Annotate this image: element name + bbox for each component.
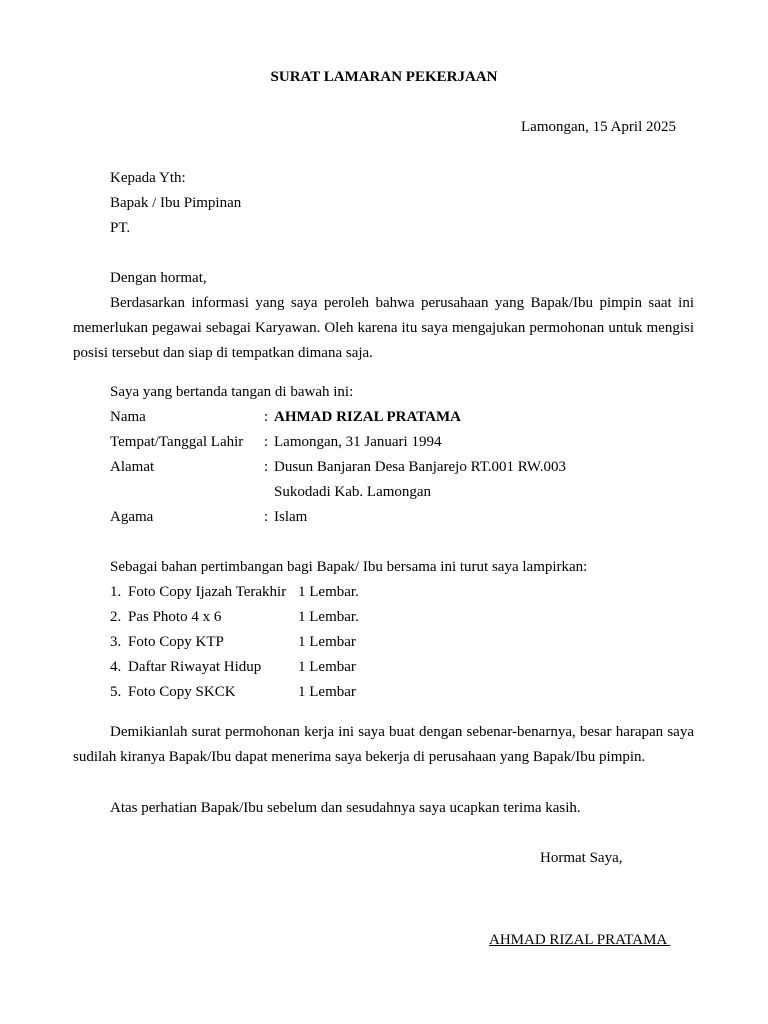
recipient-line: PT. [110,220,131,236]
identity-separator: : [264,434,269,450]
identity-row-religion [110,505,566,530]
identity-value-religion: Islam [274,509,308,525]
identity-value-birth: Lamongan, 31 Januari 1994 [274,434,442,450]
recipient-line: Kepada Yth: [110,170,186,186]
identity-label: Alamat [110,459,155,475]
salutation: Dengan hormat, [110,270,207,286]
place-date: Lamongan, 15 April 2025 [521,119,676,135]
list-number: 5. [110,684,122,700]
identity-label: Nama [110,409,146,425]
attachments-intro: Sebagai bahan pertimbangan bagi Bapak/ Ibu bersama ini turut saya lampirkan: [110,559,588,575]
closing-phrase: Hormat Saya, [540,850,623,866]
attachment-qty: 1 Lembar. [298,609,359,625]
identity-label: Tempat/Tanggal Lahir [110,434,244,450]
attachment-qty: 1 Lembar [298,659,356,675]
attachment-item: Foto Copy Ijazah Terakhir [128,584,287,600]
thanks-paragraph: Atas perhatian Bapak/Ibu sebelum dan sesudahnya saya ucapkan terima kasih. [110,800,581,816]
attachment-item: Pas Photo 4 x 6 [128,609,222,625]
letter-title: SURAT LAMARAN PEKERJAAN [270,69,498,85]
attachment-item: Foto Copy KTP [128,634,224,650]
list-item [110,680,359,705]
identity-value-address-cont: Sukodadi Kab. Lamongan [274,484,432,500]
identity-value-address: Dusun Banjaran Desa Banjarejo RT.001 RW.003 [274,459,566,475]
list-item [110,605,359,630]
attachment-item: Daftar Riwayat Hidup [128,659,262,675]
identity-value-name: AHMAD RIZAL PRATAMA [274,409,461,425]
identity-separator: : [264,459,269,475]
recipient-line: Bapak / Ibu Pimpinan [110,195,242,211]
identity-intro: Saya yang bertanda tangan di bawah ini: [110,384,354,400]
identity-row-name [110,405,566,430]
identity-table [110,405,566,530]
list-number: 2. [110,609,122,625]
list-item [110,580,359,605]
identity-separator: : [264,509,269,525]
attachment-item: Foto Copy SKCK [128,684,236,700]
identity-separator: : [264,409,269,425]
identity-row-address [110,455,566,480]
list-number: 3. [110,634,122,650]
identity-label: Agama [110,509,154,525]
attachments-list [110,580,359,705]
identity-row-birth [110,430,566,455]
attachment-qty: 1 Lembar. [298,584,359,600]
list-item [110,630,359,655]
list-item [110,655,359,680]
signature-name: AHMAD RIZAL PRATAMA [489,932,671,948]
recipient-block [110,166,241,241]
closing-paragraph: Demikianlah surat permohonan kerja ini saya buat dengan sebenar-benarnya, besar harapan saya sudilah kiranya Bapak/Ibu dapat menerima saya bekerja di perusahaan yang Bapak/Ibu pimpin. [73,724,694,765]
attachment-qty: 1 Lembar [298,684,356,700]
attachment-qty: 1 Lembar [298,634,356,650]
list-number: 1. [110,584,122,600]
list-number: 4. [110,659,122,675]
opening-paragraph: Berdasarkan informasi yang saya peroleh bahwa perusahaan yang Bapak/Ibu pimpin saat ini memerlukan pegawai sebagai Karyawan. Oleh karena itu saya mengajukan permohonan untuk mengisi posisi tersebut dan siap di tempatkan dimana saja. [73,295,694,361]
